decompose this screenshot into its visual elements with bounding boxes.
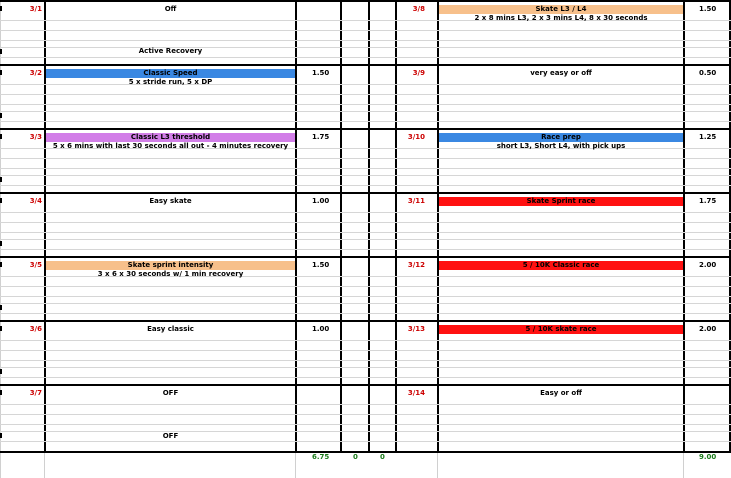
grid-row-line (0, 414, 731, 415)
date-cell[interactable]: 3/2 (29, 69, 42, 77)
grid-row-line (0, 222, 731, 223)
hours-cell[interactable]: 1.25 (699, 133, 717, 141)
date-cell[interactable]: 3/1 (29, 5, 42, 13)
date-cell[interactable]: 3/3 (29, 133, 42, 141)
workout-title-cell[interactable]: Off (164, 5, 177, 13)
row-marker (0, 6, 2, 11)
grid-row-line (0, 104, 731, 105)
col-divider-m (683, 452, 684, 478)
workout-title-cell[interactable]: Classic Speed (46, 69, 295, 78)
day-separator (0, 256, 731, 258)
grid-row-line (0, 239, 731, 240)
grid-row-line (0, 367, 731, 368)
grid-row-line (0, 303, 731, 304)
date-cell[interactable]: 3/12 (407, 261, 425, 269)
hours-cell[interactable]: 0.50 (699, 69, 717, 77)
date-cell[interactable]: 3/14 (407, 389, 425, 397)
total-col-b: 0 (353, 453, 358, 461)
hours-cell[interactable]: 1.00 (312, 197, 330, 205)
col-divider-j (44, 452, 45, 478)
row-marker (0, 177, 2, 182)
workout-title-cell[interactable]: Easy classic (147, 325, 194, 333)
workout-title-cell[interactable]: Skate L3 / L4 (439, 5, 683, 14)
grid-row-line (0, 340, 731, 341)
hours-cell[interactable]: 1.75 (699, 197, 717, 205)
grid-row-line (0, 404, 731, 405)
totals-top-border (0, 451, 731, 453)
grid-row-line (0, 424, 731, 425)
total-right-hours: 9.00 (699, 453, 717, 461)
day-separator (0, 384, 731, 386)
grid-row-line (0, 30, 731, 31)
grid-row-line (0, 57, 731, 58)
day-separator (0, 128, 731, 130)
row-marker (0, 49, 2, 54)
col-divider-l (437, 452, 438, 478)
date-cell[interactable]: 3/4 (29, 197, 42, 205)
grid-row-line (0, 296, 731, 297)
row-marker (0, 241, 2, 246)
date-cell[interactable]: 3/5 (29, 261, 42, 269)
row-marker (0, 369, 2, 374)
row-marker (0, 390, 2, 395)
hours-cell[interactable]: 2.00 (699, 325, 717, 333)
active-recovery-label: Active Recovery (138, 47, 203, 55)
row-marker (0, 198, 2, 203)
grid-row-line (0, 360, 731, 361)
grid-row-line (0, 350, 731, 351)
grid-row-line (0, 121, 731, 122)
row-marker (0, 113, 2, 118)
workout-detail-cell[interactable]: short L3, Short L4, with pick ups (496, 142, 626, 150)
grid-row-line (0, 249, 731, 250)
date-cell[interactable]: 3/13 (407, 325, 425, 333)
workout-detail-cell[interactable]: 2 x 8 mins L3, 2 x 3 mins L4, 8 x 30 seconds (474, 14, 648, 22)
workout-title-cell[interactable]: Race prep (439, 133, 683, 142)
date-cell[interactable]: 3/7 (29, 389, 42, 397)
day-separator (0, 192, 731, 194)
row-marker (0, 305, 2, 310)
row-marker (0, 326, 2, 331)
grid-row-line (0, 168, 731, 169)
hours-cell[interactable]: 1.50 (699, 5, 717, 13)
hours-cell[interactable]: 1.50 (312, 261, 330, 269)
hours-cell[interactable]: 2.00 (699, 261, 717, 269)
row-marker (0, 70, 2, 75)
row-marker (0, 134, 2, 139)
grid-row-line (0, 441, 731, 442)
workout-detail-cell[interactable]: 3 x 6 x 30 seconds w/ 1 min recovery (97, 270, 244, 278)
grid-row-line (0, 232, 731, 233)
workout-title-cell[interactable]: Skate Sprint race (439, 197, 683, 206)
workout-title-cell[interactable]: 5 / 10K Classic race (439, 261, 683, 270)
workout-title-cell[interactable]: Skate sprint intensity (46, 261, 295, 270)
workout-title-cell[interactable]: Easy or off (540, 389, 582, 397)
grid-row-line (0, 158, 731, 159)
hours-cell[interactable]: 1.75 (312, 133, 330, 141)
off-second-label: OFF (162, 432, 179, 440)
grid-row-line (0, 286, 731, 287)
row-marker (0, 262, 2, 267)
hours-cell[interactable]: 1.00 (312, 325, 330, 333)
workout-detail-cell[interactable]: 5 x 6 mins with last 30 seconds all out - 4 minutes recovery (52, 142, 289, 150)
date-cell[interactable]: 3/10 (407, 133, 425, 141)
total-col-c: 0 (380, 453, 385, 461)
grid-row-line (0, 40, 731, 41)
workout-title-cell[interactable]: very easy or off (530, 69, 592, 77)
grid-row-line (0, 111, 731, 112)
grid-row-line (0, 212, 731, 213)
day-separator (0, 0, 731, 2)
workout-detail-cell[interactable]: 5 x stride run, 5 x DP (128, 78, 213, 86)
date-cell[interactable]: 3/9 (412, 69, 425, 77)
grid-row-line (0, 94, 731, 95)
hours-cell[interactable]: 1.50 (312, 69, 330, 77)
workout-title-cell[interactable]: 5 / 10K skate race (439, 325, 683, 334)
grid-row-line (0, 175, 731, 176)
workout-title-cell[interactable]: OFF (162, 389, 179, 397)
workout-title-cell[interactable]: Easy skate (149, 197, 192, 205)
date-cell[interactable]: 3/11 (407, 197, 425, 205)
col-divider-k (295, 452, 296, 478)
workout-title-cell[interactable]: Classic L3 threshold (46, 133, 295, 142)
total-left-hours: 6.75 (312, 453, 330, 461)
date-cell[interactable]: 3/6 (29, 325, 42, 333)
day-separator (0, 64, 731, 66)
day-separator (0, 320, 731, 322)
grid-row-line (0, 185, 731, 186)
row-marker (0, 433, 2, 438)
grid-row-line (0, 313, 731, 314)
date-cell[interactable]: 3/8 (412, 5, 425, 13)
grid-row-line (0, 377, 731, 378)
